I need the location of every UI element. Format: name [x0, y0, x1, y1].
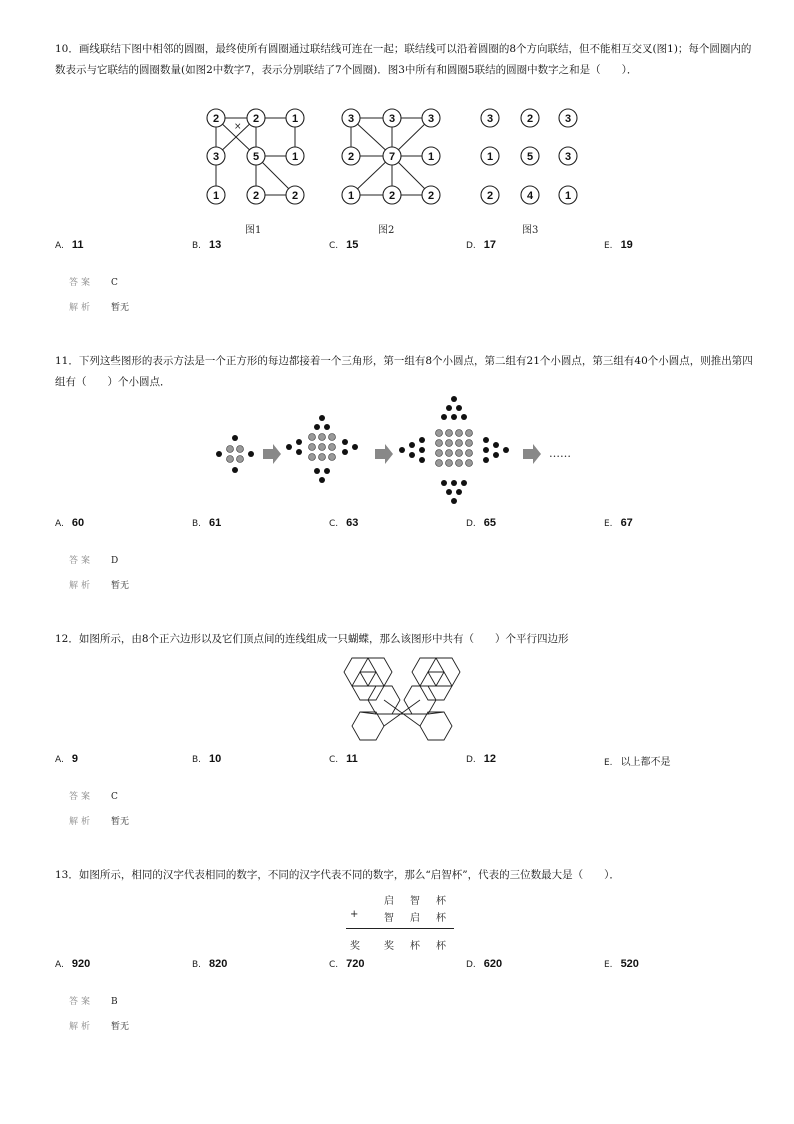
- option-b[interactable]: [192, 517, 221, 529]
- option-label: B.: [192, 755, 202, 765]
- option-label: B.: [192, 241, 202, 251]
- puzzle-char: 杯: [436, 896, 446, 907]
- option-e[interactable]: [604, 517, 633, 529]
- option-value: 620: [483, 958, 503, 970]
- fig1-node: 2: [212, 113, 220, 125]
- fig2-node: 3: [388, 113, 396, 125]
- answer-label: 答案: [69, 556, 94, 566]
- fig3-node: 2: [486, 190, 494, 202]
- option-label: B.: [192, 960, 202, 970]
- analysis-label: 解析: [69, 581, 94, 591]
- option-value: 12: [483, 753, 497, 765]
- option-value: 63: [346, 517, 359, 529]
- option-value: 520: [620, 958, 639, 970]
- fig2-node: 3: [427, 113, 435, 125]
- option-value: 11: [346, 753, 358, 765]
- option-c[interactable]: [329, 753, 358, 765]
- analysis-value: 暂无: [111, 817, 130, 827]
- q11-answer: [69, 553, 118, 566]
- fig1-node: 1: [291, 113, 299, 125]
- question-10-text: 10．画线联结下图中相邻的圆圈，最终使所有圆圈通过联结线可连在一起；联结线可以沿着圆圈的8个方向联结，但不能相互交叉(图1)；每个圆圈内的数表示与它联结的圆圈数量(如图2中数字7，表示分别联结了7个圆圈)．图3中所有和圆圈5联结的圆圈中数字之和是（ ）．: [55, 43, 752, 76]
- fig2-node: 2: [427, 190, 435, 202]
- answer-value: B: [111, 997, 118, 1007]
- option-value: 10: [209, 753, 222, 765]
- option-a[interactable]: [55, 958, 90, 970]
- analysis-label: 解析: [69, 817, 94, 827]
- option-label: E.: [604, 241, 613, 251]
- q12-answer: [69, 789, 118, 802]
- option-e[interactable]: [604, 753, 671, 768]
- analysis-value: 暂无: [111, 1022, 130, 1032]
- q10-figure-1: [195, 104, 305, 210]
- option-label: A.: [55, 755, 64, 765]
- fig1-node: 1: [212, 190, 220, 202]
- option-a[interactable]: [55, 517, 84, 529]
- q10-answer: [69, 275, 118, 288]
- fig3-node: 4: [526, 190, 534, 202]
- question-11-text: 11．下列这些图形的表示方法是一个正方形的每边都接着一个三角形，第一组有8个小圆点，第二组有21个小圆点，第三组有40个小圆点，则推出第四组有（ ）个小圆点．: [55, 355, 753, 388]
- question-12-text: 12．如图所示，由8个正六边形以及它们顶点间的连线组成一只蝴蝶，那么该图形中共有（ ）个平行四边形: [55, 633, 569, 645]
- option-label: A.: [55, 960, 64, 970]
- option-c[interactable]: [329, 517, 358, 529]
- answer-value: D: [111, 556, 119, 566]
- puzzle-char: 智: [384, 913, 394, 924]
- fig1-node: 5: [252, 151, 260, 163]
- option-value: 920: [71, 958, 91, 970]
- fig2-node: 7: [388, 151, 396, 163]
- option-e[interactable]: [604, 239, 633, 251]
- dot-group-1: [216, 435, 254, 473]
- analysis-label: 解析: [69, 303, 94, 313]
- fig2-node: 2: [347, 151, 355, 163]
- q11-dot-pattern-figure: [205, 393, 595, 511]
- option-value: 65: [483, 517, 497, 529]
- fig2-caption: 图2: [378, 225, 395, 236]
- q12-butterfly-hexagon-figure: [340, 654, 464, 746]
- puzzle-char: 启: [384, 896, 394, 907]
- arrow-icon: [375, 444, 393, 464]
- sum-line: [346, 928, 454, 929]
- option-d[interactable]: [466, 958, 502, 970]
- q13-options: [55, 958, 755, 976]
- option-label: C.: [329, 960, 339, 970]
- fig2-node: 1: [347, 190, 355, 202]
- option-value: 60: [71, 517, 85, 529]
- q11-analysis: [69, 578, 129, 591]
- puzzle-char: 奖: [350, 941, 360, 952]
- cross-mark: ×: [234, 122, 242, 132]
- fig1-node: 2: [252, 113, 260, 125]
- fig2-node: 3: [347, 113, 355, 125]
- fig3-node: 3: [564, 113, 572, 125]
- q10-analysis: [69, 300, 129, 313]
- option-label: D.: [466, 755, 476, 765]
- option-label: D.: [466, 519, 476, 529]
- option-label: C.: [329, 755, 339, 765]
- option-value: 19: [620, 239, 633, 251]
- option-label: A.: [55, 241, 64, 251]
- q12-options: [55, 753, 755, 771]
- option-a[interactable]: [55, 239, 84, 251]
- option-b[interactable]: [192, 753, 221, 765]
- dot-group-3: [399, 396, 509, 504]
- option-value: 720: [346, 958, 365, 970]
- puzzle-char: 启: [410, 913, 420, 924]
- option-label: D.: [466, 960, 476, 970]
- option-value: 9: [71, 753, 78, 765]
- option-label: A.: [55, 519, 64, 529]
- option-label: D.: [466, 241, 476, 251]
- q10-figure-3: [468, 104, 588, 210]
- fig2-node: 1: [427, 151, 435, 163]
- option-label: C.: [329, 241, 339, 251]
- question-13-text: 13．如图所示，相同的汉字代表相同的数字，不同的汉字代表不同的数字，那么“启智杯”，代表的三位数最大是（ ）．: [55, 869, 620, 881]
- arrow-icon: [523, 444, 541, 464]
- puzzle-char: 奖: [384, 941, 394, 952]
- option-b[interactable]: [192, 239, 221, 251]
- option-d[interactable]: [466, 517, 496, 529]
- option-label: E.: [604, 960, 613, 970]
- fig3-node: 5: [526, 151, 534, 163]
- option-e[interactable]: [604, 958, 639, 970]
- q13-analysis: [69, 1019, 129, 1032]
- option-value: 13: [209, 239, 222, 251]
- plus-sign: +: [350, 909, 359, 920]
- fig3-node: 1: [564, 190, 572, 202]
- option-value: 820: [209, 958, 228, 970]
- option-a[interactable]: [55, 753, 78, 765]
- analysis-value: 暂无: [111, 303, 130, 313]
- fig3-node: 1: [486, 151, 494, 163]
- puzzle-char: 杯: [410, 941, 420, 952]
- answer-label: 答案: [69, 997, 94, 1007]
- fig3-caption: 图3: [522, 225, 539, 236]
- option-label: E.: [604, 519, 613, 529]
- option-value: 15: [346, 239, 359, 251]
- fig1-caption: 图1: [245, 225, 262, 236]
- arrow-icon: [263, 444, 281, 464]
- fig1-node: 3: [212, 151, 220, 163]
- fig3-node: 3: [486, 113, 494, 125]
- option-b[interactable]: [192, 958, 227, 970]
- fig3-node: 2: [526, 113, 534, 125]
- fig1-node: 1: [291, 151, 299, 163]
- answer-value: C: [111, 278, 118, 288]
- answer-label: 答案: [69, 792, 94, 802]
- analysis-label: 解析: [69, 1022, 94, 1032]
- dot-group-2: [286, 415, 358, 483]
- fig2-node: 2: [388, 190, 396, 202]
- fig3-node: 3: [564, 151, 572, 163]
- q10-options: [55, 239, 755, 257]
- option-d[interactable]: [466, 753, 496, 765]
- option-label: B.: [192, 519, 202, 529]
- fig1-node: 2: [291, 190, 299, 202]
- option-value: 17: [483, 239, 497, 251]
- ellipsis: ……: [549, 447, 571, 460]
- puzzle-char: 智: [410, 896, 420, 907]
- answer-label: 答案: [69, 278, 94, 288]
- option-label: C.: [329, 519, 339, 529]
- puzzle-char: 杯: [436, 913, 446, 924]
- option-d[interactable]: [466, 239, 496, 251]
- q12-analysis: [69, 814, 129, 827]
- puzzle-char: 杯: [436, 941, 446, 952]
- option-value: 61: [209, 517, 222, 529]
- q11-options: [55, 517, 755, 535]
- analysis-value: 暂无: [111, 581, 130, 591]
- answer-value: C: [111, 792, 118, 802]
- option-value: 以上都不是: [620, 757, 671, 768]
- q13-answer: [69, 994, 118, 1007]
- option-value: 67: [620, 517, 633, 529]
- option-c[interactable]: [329, 239, 358, 251]
- option-c[interactable]: [329, 958, 365, 970]
- option-label: E.: [604, 758, 613, 768]
- q13-addition-puzzle: [340, 888, 460, 954]
- option-value: 11: [71, 239, 84, 251]
- fig1-node: 2: [252, 190, 260, 202]
- q10-figure-2: [330, 104, 450, 210]
